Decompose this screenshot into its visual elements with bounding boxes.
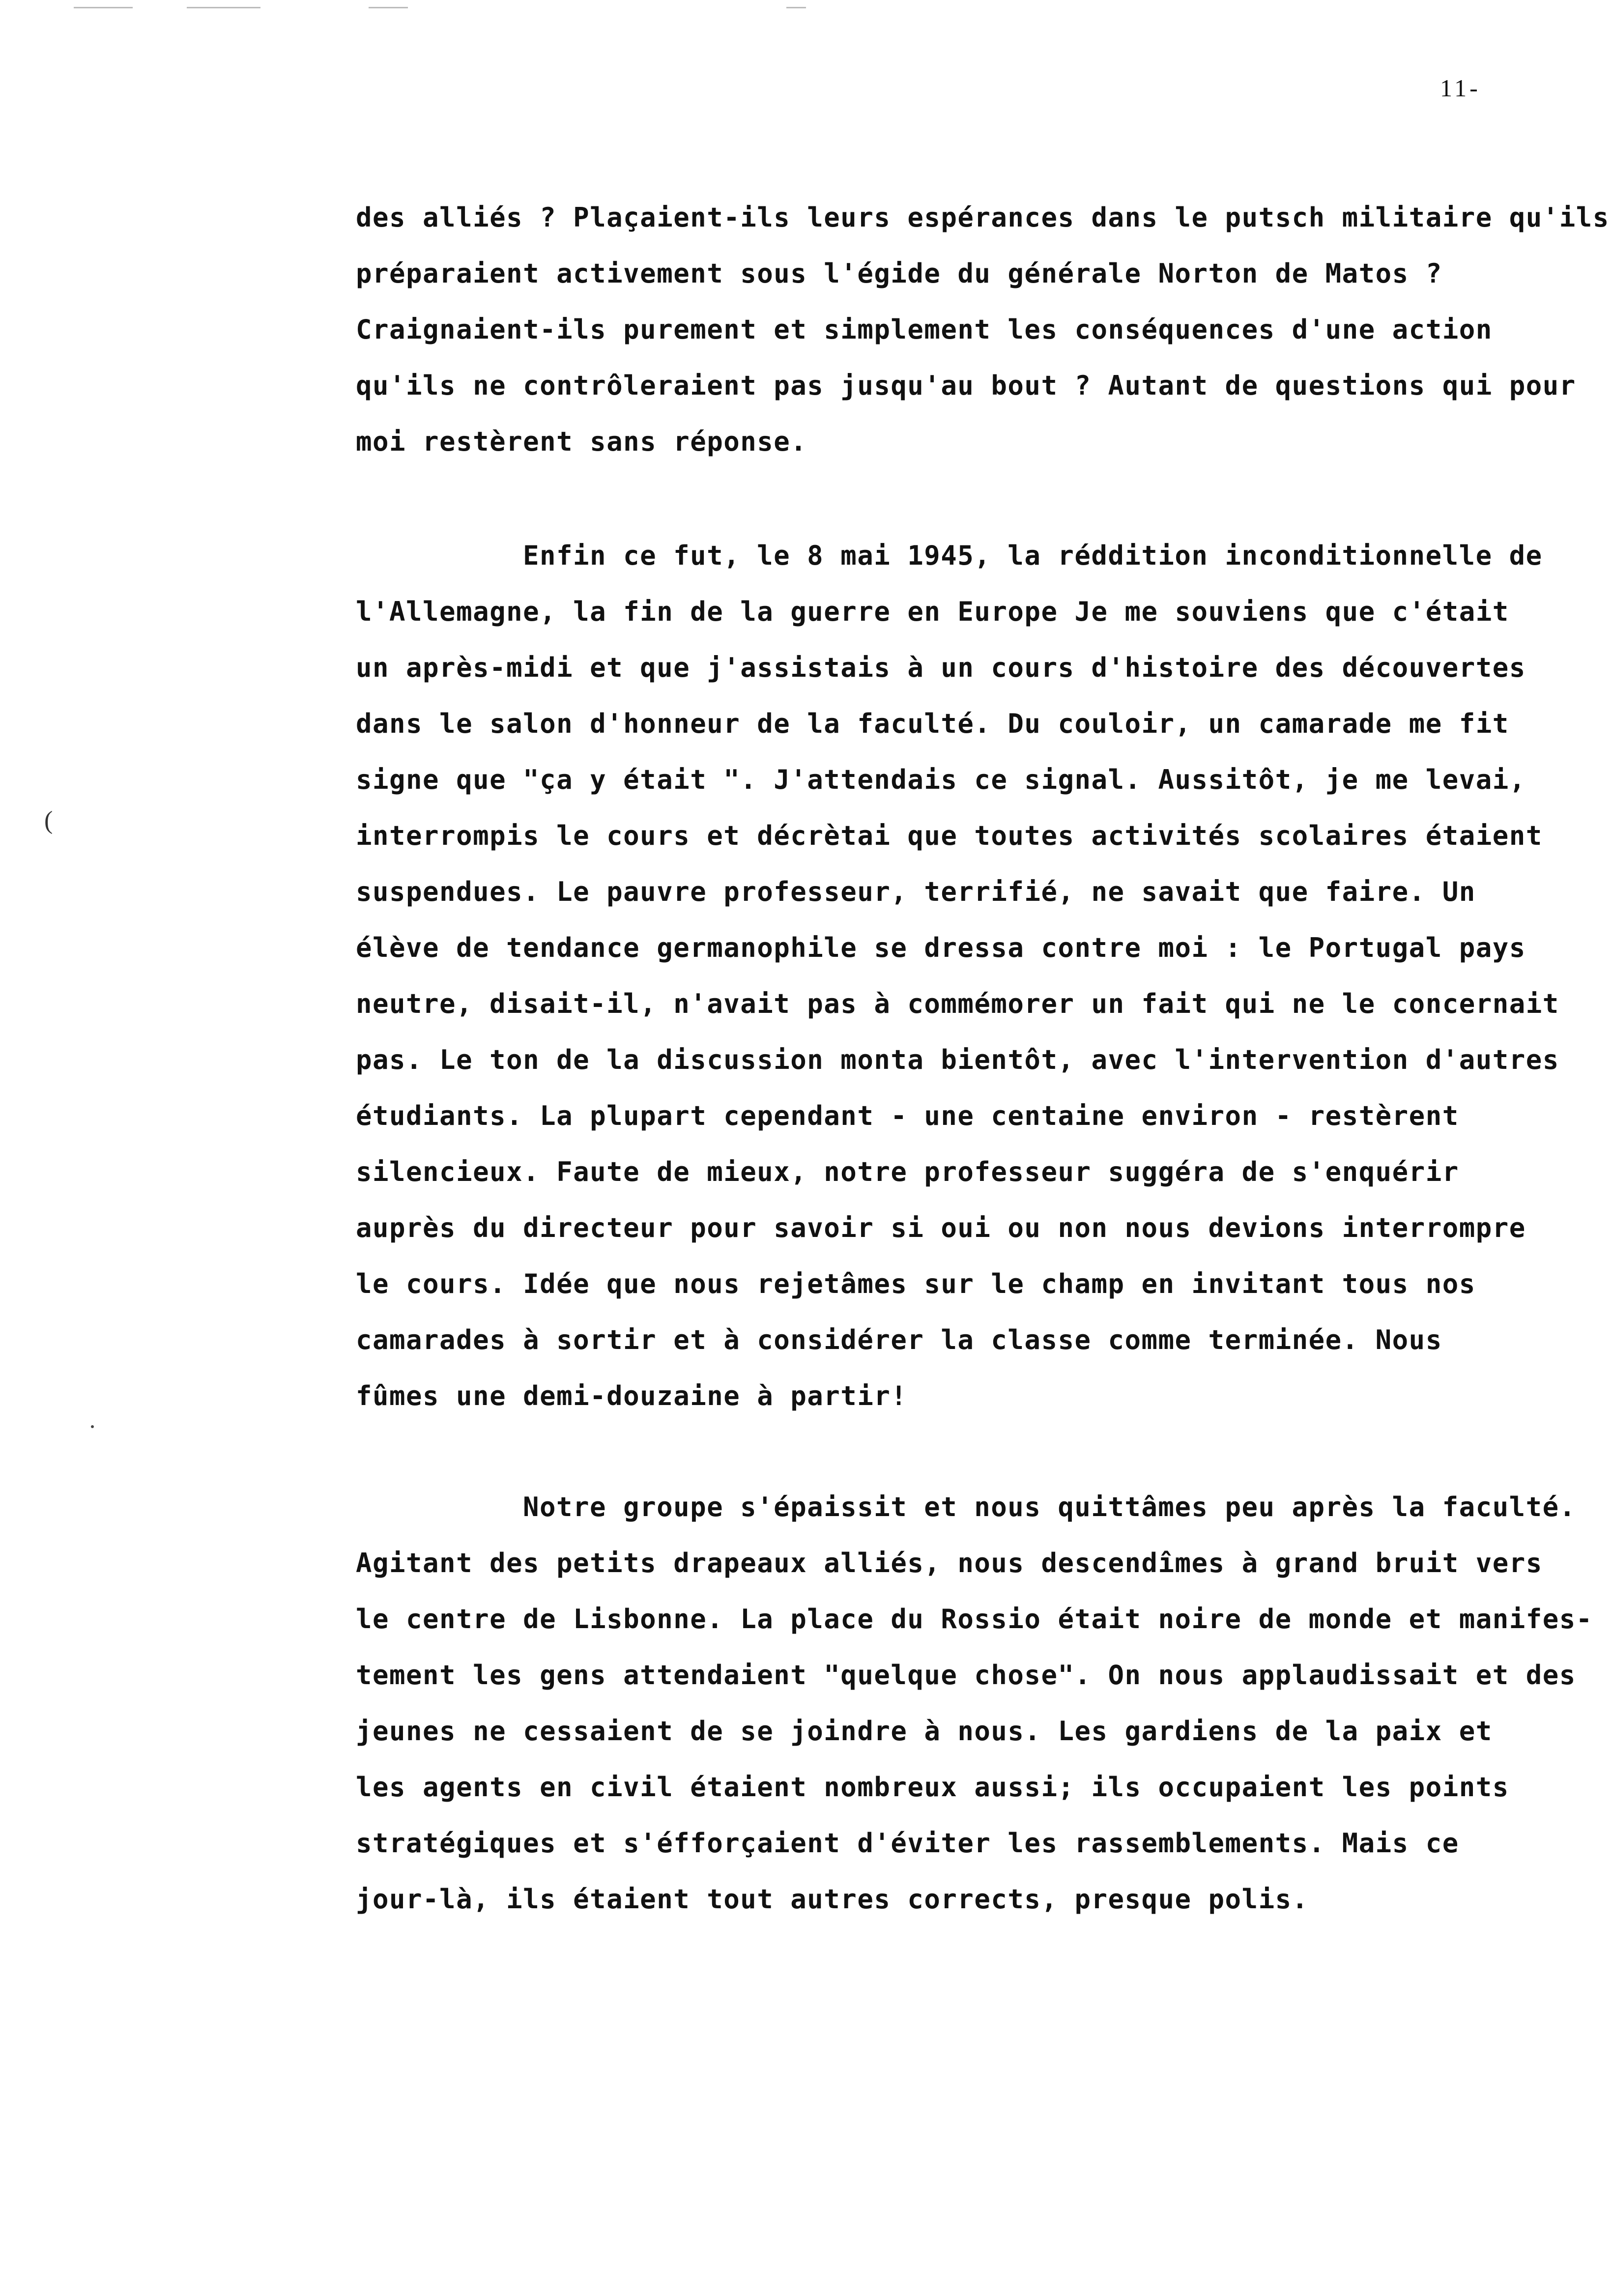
margin-dot-mark	[91, 1425, 94, 1428]
page-number: 11-	[1440, 74, 1481, 102]
text-line: un après-midi et que j'assistais à un cours d'histoire des découvertes	[356, 652, 1526, 683]
text-line: neutre, disait-il, n'avait pas à commémorer un fait qui ne le concernait	[356, 988, 1559, 1019]
text-line: l'Allemagne, la fin de la guerre en Europe Je me souviens que c'était	[356, 596, 1509, 627]
text-line: moi restèrent sans réponse.	[356, 426, 807, 457]
text-line: fûmes une demi-douzaine à partir!	[356, 1380, 908, 1411]
margin-bracket-mark: (	[44, 806, 53, 834]
text-line: le centre de Lisbonne. La place du Rossio était noire de monde et manifes-	[356, 1604, 1593, 1635]
scan-edge-marks	[74, 7, 860, 10]
paragraph-3	[356, 1479, 1594, 1927]
text-line: silencieux. Faute de mieux, notre professeur suggéra de s'enquérir	[356, 1156, 1459, 1187]
paragraph-1	[356, 190, 1610, 470]
text-line: Notre groupe s'épaissit et nous quittâmes peu après la faculté.	[523, 1492, 1576, 1522]
text-line: interrompis le cours et décrètai que toutes activités scolaires étaient	[356, 820, 1543, 851]
text-line: élève de tendance germanophile se dressa contre moi : le Portugal pays	[356, 932, 1526, 963]
text-line: stratégiques et s'éfforçaient d'éviter les rassemblements. Mais ce	[356, 1828, 1459, 1859]
text-line: dans le salon d'honneur de la faculté. Du couloir, un camarade me fit	[356, 708, 1509, 739]
text-line: signe que "ça y était ". J'attendais ce signal. Aussitôt, je me levai,	[356, 764, 1526, 795]
text-line: tement les gens attendaient "quelque chose". On nous applaudissait et des	[356, 1660, 1576, 1691]
text-line: pas. Le ton de la discussion monta bientôt, avec l'intervention d'autres	[356, 1044, 1559, 1075]
text-line: Enfin ce fut, le 8 mai 1945, la réddition inconditionnelle de	[523, 540, 1543, 571]
text-line: Agitant des petits drapeaux alliés, nous descendîmes à grand bruit vers	[356, 1548, 1543, 1578]
text-line: auprès du directeur pour savoir si oui ou non nous devions interrompre	[356, 1212, 1526, 1243]
text-line: préparaient activement sous l'égide du générale Norton de Matos ?	[356, 258, 1442, 289]
text-line: Craignaient-ils purement et simplement les conséquences d'une action	[356, 314, 1493, 345]
text-line: suspendues. Le pauvre professeur, terrifié, ne savait que faire. Un	[356, 876, 1476, 907]
text-line: jour-là, ils étaient tout autres corrects, presque polis.	[356, 1884, 1309, 1915]
text-line: des alliés ? Plaçaient-ils leurs espérances dans le putsch militaire qu'ils	[356, 202, 1610, 233]
text-line: jeunes ne cessaient de se joindre à nous. Les gardiens de la paix et	[356, 1716, 1493, 1747]
text-line: qu'ils ne contrôleraient pas jusqu'au bout ? Autant de questions qui pour	[356, 370, 1576, 401]
text-line: les agents en civil étaient nombreux aussi; ils occupaient les points	[356, 1772, 1509, 1803]
text-line: étudiants. La plupart cependant - une centaine environ - restèrent	[356, 1100, 1459, 1131]
text-line: camarades à sortir et à considérer la classe comme terminée. Nous	[356, 1324, 1442, 1355]
paragraph-2	[356, 528, 1594, 1424]
text-line: le cours. Idée que nous rejetâmes sur le champ en invitant tous nos	[356, 1268, 1476, 1299]
